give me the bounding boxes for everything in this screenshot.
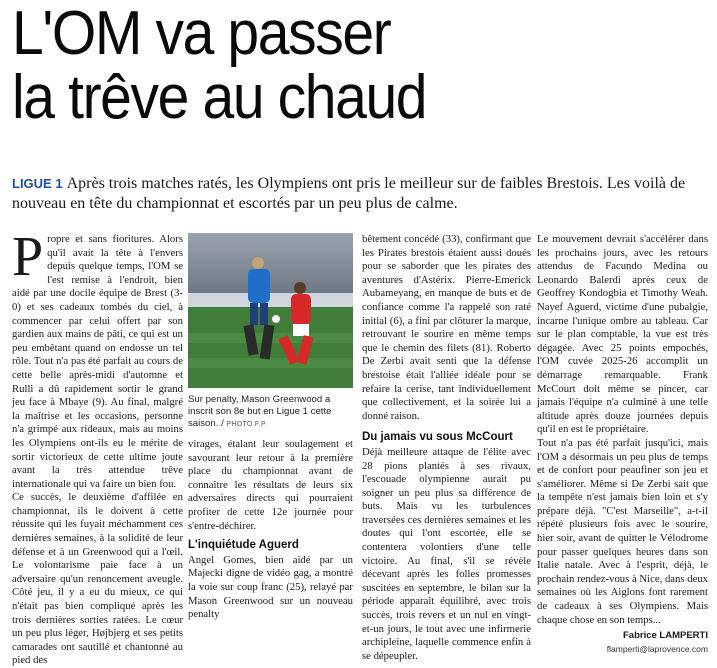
headline-line-2: la trêve au chaud — [12, 63, 427, 132]
author-signature: Fabrice LAMPERTI — [623, 630, 708, 642]
paragraph — [12, 226, 183, 491]
dropcap: P — [12, 226, 44, 288]
match-photo — [188, 233, 353, 388]
section-kicker: LIGUE 1 — [12, 176, 63, 191]
match-photo-illustration — [188, 233, 353, 388]
headline-line-1: L'OM va passer — [12, 0, 391, 68]
paragraph: bêtement concédé (33), confirmant que les Pirates brestois étaient aussi doués pour se saborder que les pirates des aventures d'Astérix. Pierre-Emerick Aubameyang, en manque de buts et de confiance comme l'a rappelé son raté initial (6), a fini par clôturer la marque, retrouvant le sourire en même temps que le chemin des filets (81). Roberto De Zerbi avait senti que la défense brestoise était l'alliée idéale pour se refaire la cerise, tant individuellement que collectivement, et la soirée lui a donné raison. — [362, 233, 531, 422]
subheading: Du jamais vu sous McCourt — [362, 431, 513, 444]
caption-text: Sur penalty, Mason Greenwood a inscrit son 8e but en Ligue 1 cette saison. / — [188, 394, 332, 429]
paragraph: Le mouvement devrait s'accélérer dans les prochains jours, avec les retours attendus de Facundo Medina ou Leonardo Balerdi après ceux de Geoffrey Kondogbia et Timothy Weah. Nayef Aguerd, victime d'une pubalgie, incarne l'unique ombre au tableau. Car sur le plan comptable, la vue est très dégagée. Avec 25 points empochés, l'OM cuvée 2025-26 accomplit un démarrage remarquable. Frank McCourt doit même se pincer, car jamais l'équipe n'a culminé à une telle altitude après douze journées depuis qu'il en est le propriétaire. — [537, 233, 708, 436]
article-deck — [12, 174, 712, 214]
column-4 — [537, 233, 708, 656]
paragraph: Déjà meilleure attaque de l'élite avec 28 pions plantés à ses rivaux, l'escouade olympienne aurait pu soigner un peu plus sa différence de buts. Mais vu les turbulences traversées ces dernières semaines et les doutes qui l'ont escortée, elle se contentera volontiers d'une telle victoire. Au final, s'il se révèle décevant après les folles promesses suscitées en septembre, le bilan sur la période apparaît équilibré, avec trois succès, trois revers et un nul en vingt-et-un jours, le tout avec une infirmerie archipleine, laquelle commence enfin à se dépeupler. — [362, 445, 531, 662]
paragraph: Ce succès, le deuxième d'affilée en championnat, ils le doivent à cette réussite qui les fuyait méchamment ces dernières semaines, à la solidité de leur défense et à un Greenwood qui a l'œil. Le volontarisme paie face à un adversaire qu'un renoncement aveugle. Côté jeu, il y a eu du mieux, ce qui n'était pas bien compliqué après les trois dernières sorties ratées. Le cœur un peu plus léger, Højbjerg et ses petits camarades ont sautillé et chantonné au pied des — [12, 491, 183, 667]
paragraph-text: ropre et sans fioritures. Alors qu'il avait la tête à l'envers depuis quelque temps, l'OM se l'est remise à l'endroit, bien aidé par une docile équipe de Brest (3-0) et ses cadeaux tombés du ciel, à commencer par celui offert par son gardien aux mains de pâti, ce qui est un peu embêtant quand on endosse un tel rôle. Tout n'a pas été parfait au cours de cette belle après-midi d'automne et Rulli a dû rapidement sortir le grand jeu face à Mbaye (9). Au final, malgré la maîtrise et les occasions, personne n'a grimpé aux rideaux, mais au moins les Olympiens ont-ils eu le mérite de sortir victorieux de cette ultime joute avant la très attendue trêve internationale qui va faire un bien fou. — [12, 233, 183, 490]
paragraph: Angel Gomes, bien aidé par un Majecki digne de vidéo gag, a montré la voie sur coup franc (25), relayé par Mason Greenwood sur un nouveau penalty — [188, 553, 353, 621]
paragraph: virages, étalant leur soulagement et savourant leur retour à la première place du championnat avant de connaître les résultats de leurs six adversaires directs qui pourraient profiter de cette 12e journée pour s'entre-déchirer. — [188, 438, 353, 532]
column-1 — [12, 226, 183, 668]
photo-credit: PHOTO F.P. — [226, 421, 268, 428]
author-email[interactable]: flamperti@laprovence.com — [606, 643, 708, 654]
photo-caption — [188, 394, 353, 431]
column-2 — [188, 438, 353, 622]
subheading: L'inquiétude Aguerd — [188, 539, 299, 552]
headline — [12, 2, 656, 130]
deck-text: Après trois matches ratés, les Olympiens ont pris le meilleur sur de faibles Brestois. Les voilà de nouveau en tête du championnat et escortés par un peu plus de calme. — [12, 175, 686, 212]
column-3 — [362, 233, 531, 663]
paragraph: Tout n'a pas été parfait jusqu'ici, mais l'OM a désormais un peu plus de temps et de confort pour peaufiner son jeu et s'améliorer. Même si De Zerbi sait que la tempête n'est jamais bien loin et s'y prépare déjà. "C'est Marseille", a-t-il répété plusieurs fois avec le sourire, hier soir, avant de quitter le Vélodrome pour passer quelques heures dans son Italie natale. Avec à l'esprit, déjà, le prochain rendez-vous à Nice, dans deux semaines où les Aiglons font rarement de cadeaux à ses Olympiens. Mais chaque chose en son temps... — [537, 436, 708, 626]
